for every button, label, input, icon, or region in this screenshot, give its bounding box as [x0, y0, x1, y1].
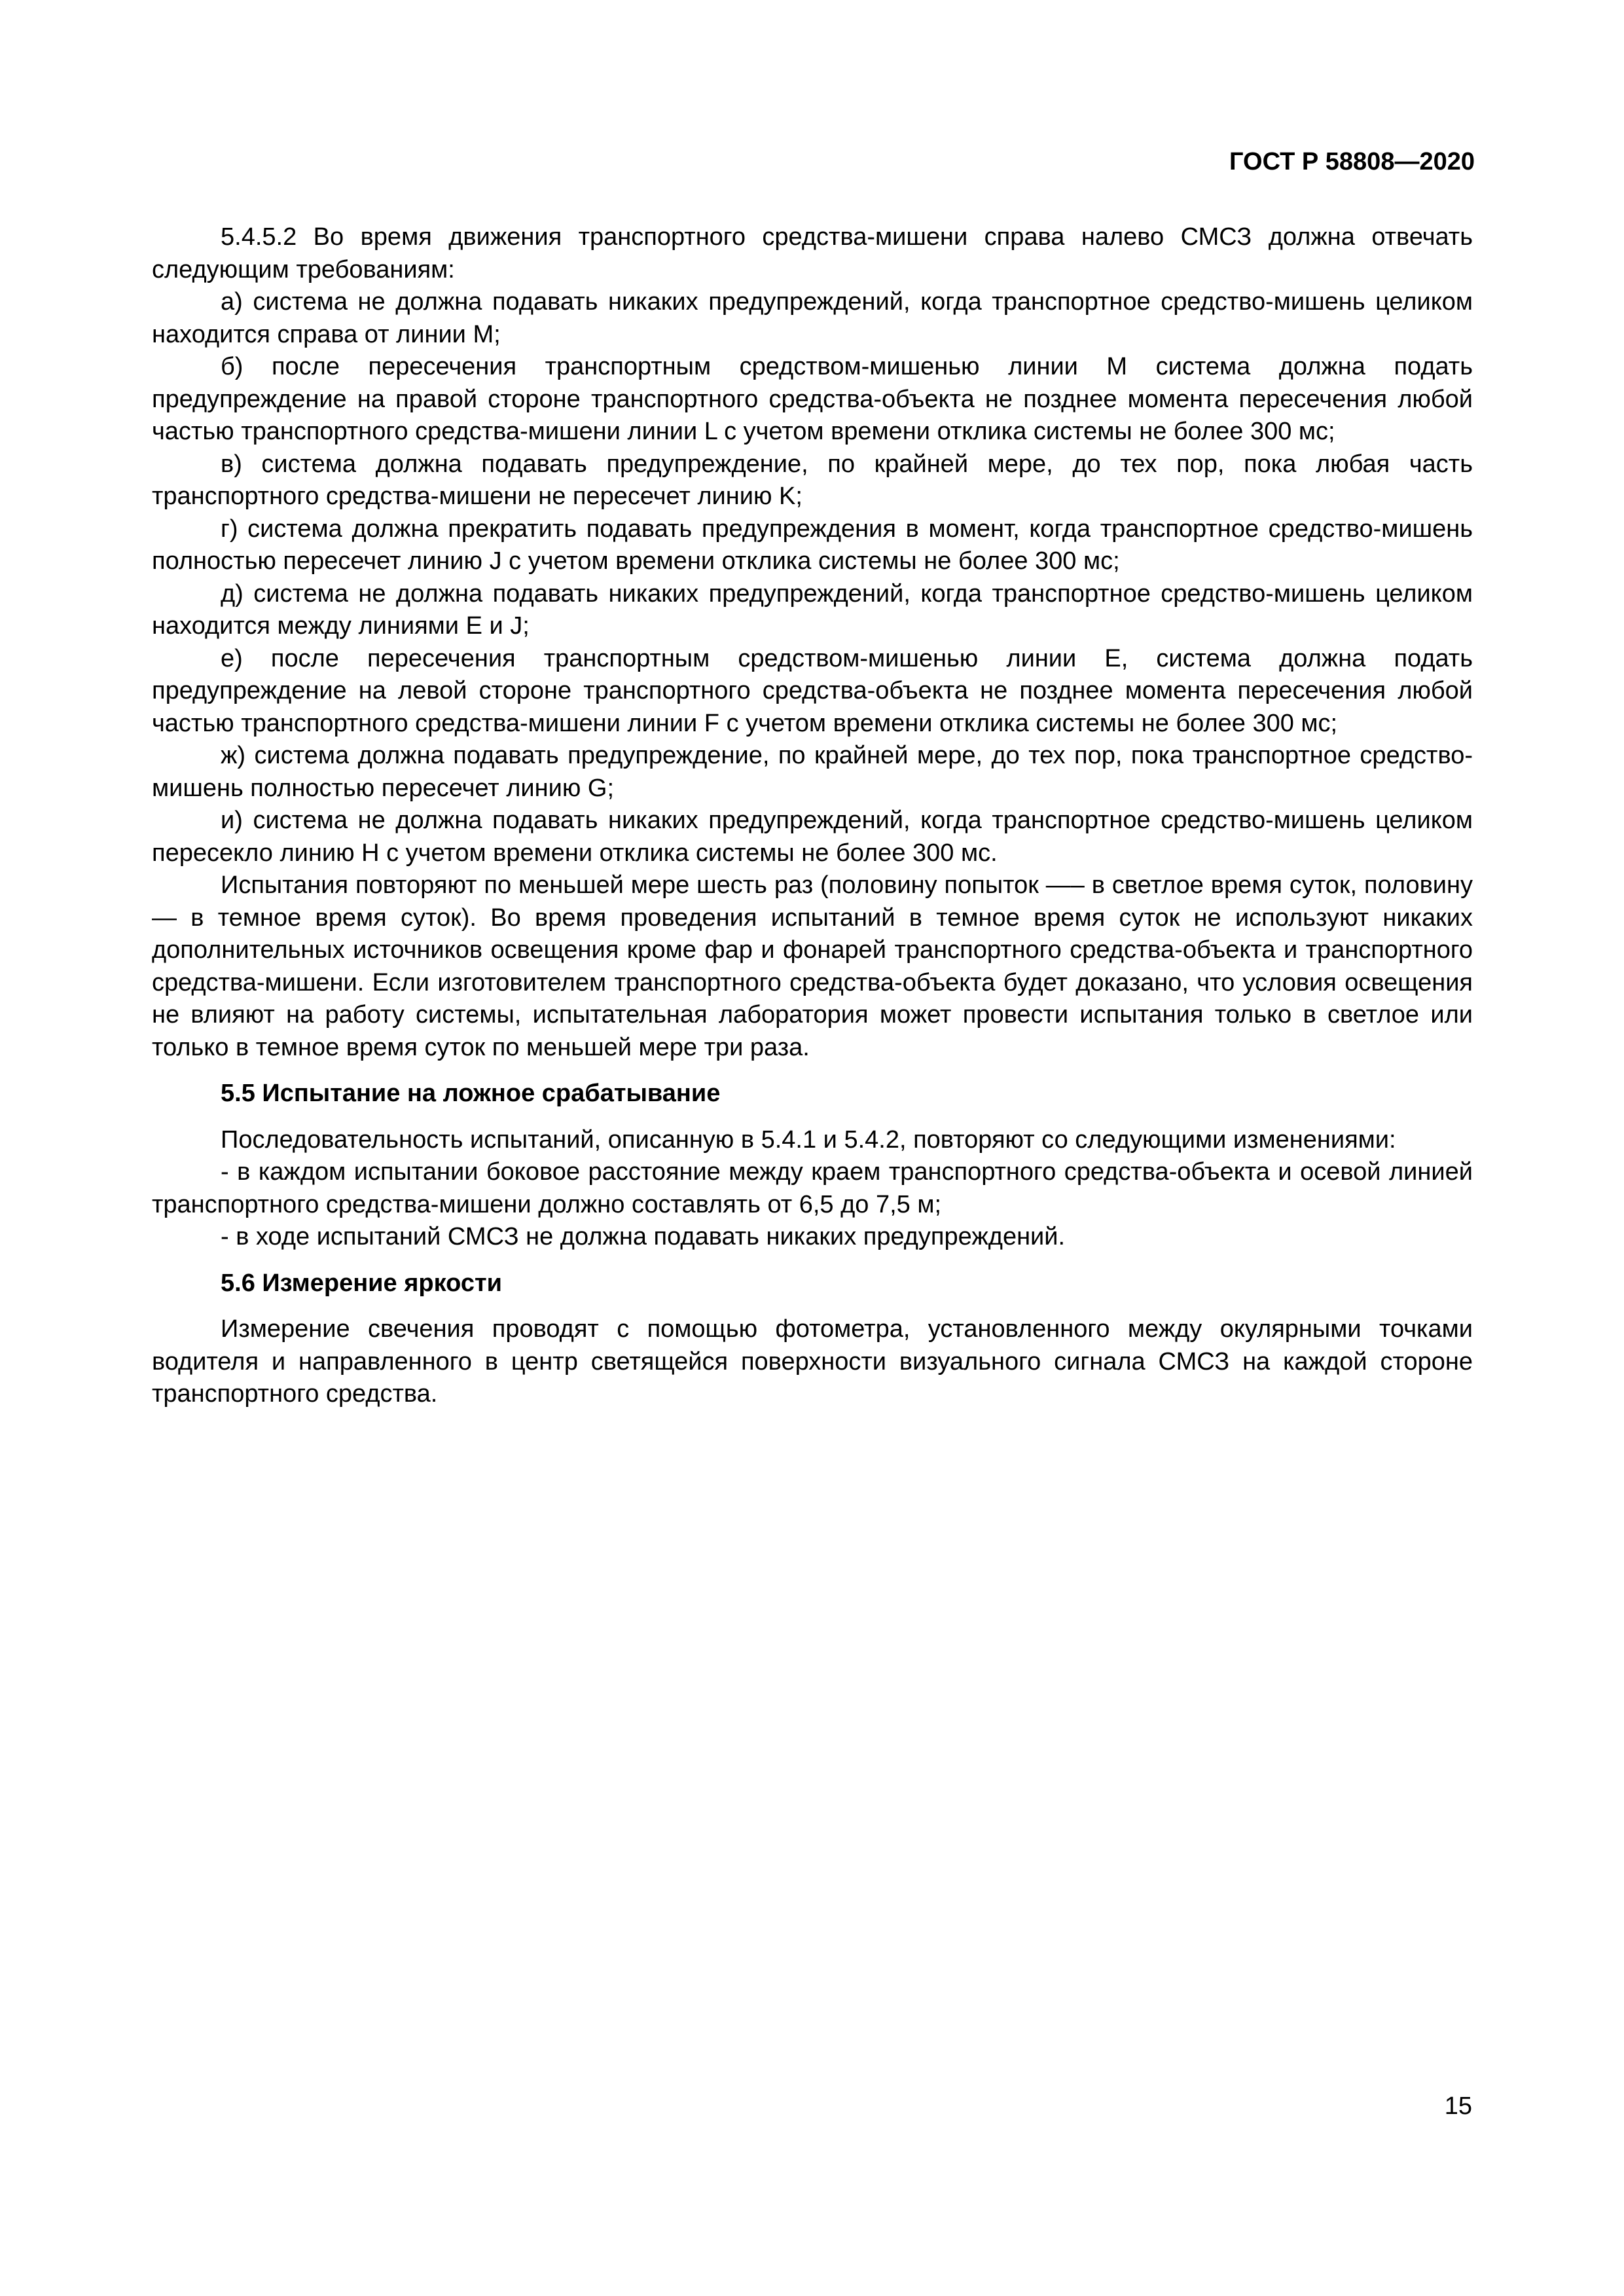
paragraph-5-4-5-2: 5.4.5.2 Во время движения транспортного средства-мишени справа налево СМСЗ должна отвечать следующим требованиям:: [152, 223, 1473, 283]
section-5-6-text: Измерение свечения проводят с помощью фотометра, установленного между окулярными точками водителя и направленного в центр светящейся поверхности визуального сигнала СМСЗ на каждой стороне транспортного средства.: [152, 1315, 1473, 1408]
list-item-zh: ж) система должна подавать предупреждение, по крайней мере, до тех пор, пока транспортное средство-мишень полностью пересечет линию G;: [152, 742, 1473, 802]
section-5-5-item-1: - в каждом испытании боковое расстояние между краем транспортного средства-объекта и осевой линией транспортного средства-мишени должно составлять от 6,5 до 7,5 м;: [152, 1158, 1473, 1218]
section-heading-5-6: 5.6 Измерение яркости: [221, 1269, 502, 1297]
list-item-v: в) система должна подавать предупреждение, по крайней мере, до тех пор, пока любая часть транспортного средства-мишени не пересечет линию K;: [152, 450, 1473, 510]
list-item-g: г) система должна прекратить подавать предупреждения в момент, когда транспортное средство-мишень полностью пересечет линию J с учетом времени отклика системы не более 300 мс;: [152, 515, 1473, 575]
paragraph-test-repetitions: Испытания повторяют по меньшей мере шесть раз (половину попыток —– в светлое время суток, половину — в темное время суток). Во время проведения испытаний в темное время суток не используют никаких дополнительных источников освещения кроме фар и фонарей транспортного средства-объекта и транспортного средства-мишени. Если изготовителем транспортного средства-объекта будет доказано, что условия освещения не влияют на работу системы, испытательная лаборатория может провести испытания только в светлое или только в темное время суток по меньшей мере три раза.: [152, 871, 1473, 1061]
list-item-e: е) после пересечения транспортным средством-мишенью линии Е, система должна подать предупреждение на левой стороне транспортного средства-объекта не позднее момента пересечения любой частью транспортного средства-мишени линии F с учетом времени отклика системы не более 300 мс;: [152, 644, 1473, 737]
document-body: [152, 221, 1473, 1411]
list-item-b: б) после пересечения транспортным средством-мишенью линии М система должна подать предупреждение на правой стороне транспортного средства-объекта не позднее момента пересечения любой частью транспортного средства-мишени линии L с учетом времени отклика системы не более 300 мс;: [152, 353, 1473, 445]
page-number: 15: [1444, 2092, 1472, 2120]
list-item-d: д) система не должна подавать никаких предупреждений, когда транспортное средство-мишень целиком находится между линиями Е и J;: [152, 579, 1473, 640]
document-code-header: ГОСТ Р 58808—2020: [1229, 148, 1475, 175]
list-item-a: а) система не должна подавать никаких предупреждений, когда транспортное средство-мишень целиком находится справа от линии М;: [152, 288, 1473, 348]
section-5-5-item-2: - в ходе испытаний СМСЗ не должна подавать никаких предупреждений.: [221, 1223, 1066, 1250]
section-5-5-intro: Последовательность испытаний, описанную в 5.4.1 и 5.4.2, повторяют со следующими изменениями:: [221, 1125, 1396, 1154]
list-item-i: и) система не должна подавать никаких предупреждений, когда транспортное средство-мишень целиком пересекло линию Н с учетом времени отклика системы не более 300 мс.: [152, 807, 1473, 867]
section-heading-5-5: 5.5 Испытание на ложное срабатывание: [221, 1080, 721, 1107]
